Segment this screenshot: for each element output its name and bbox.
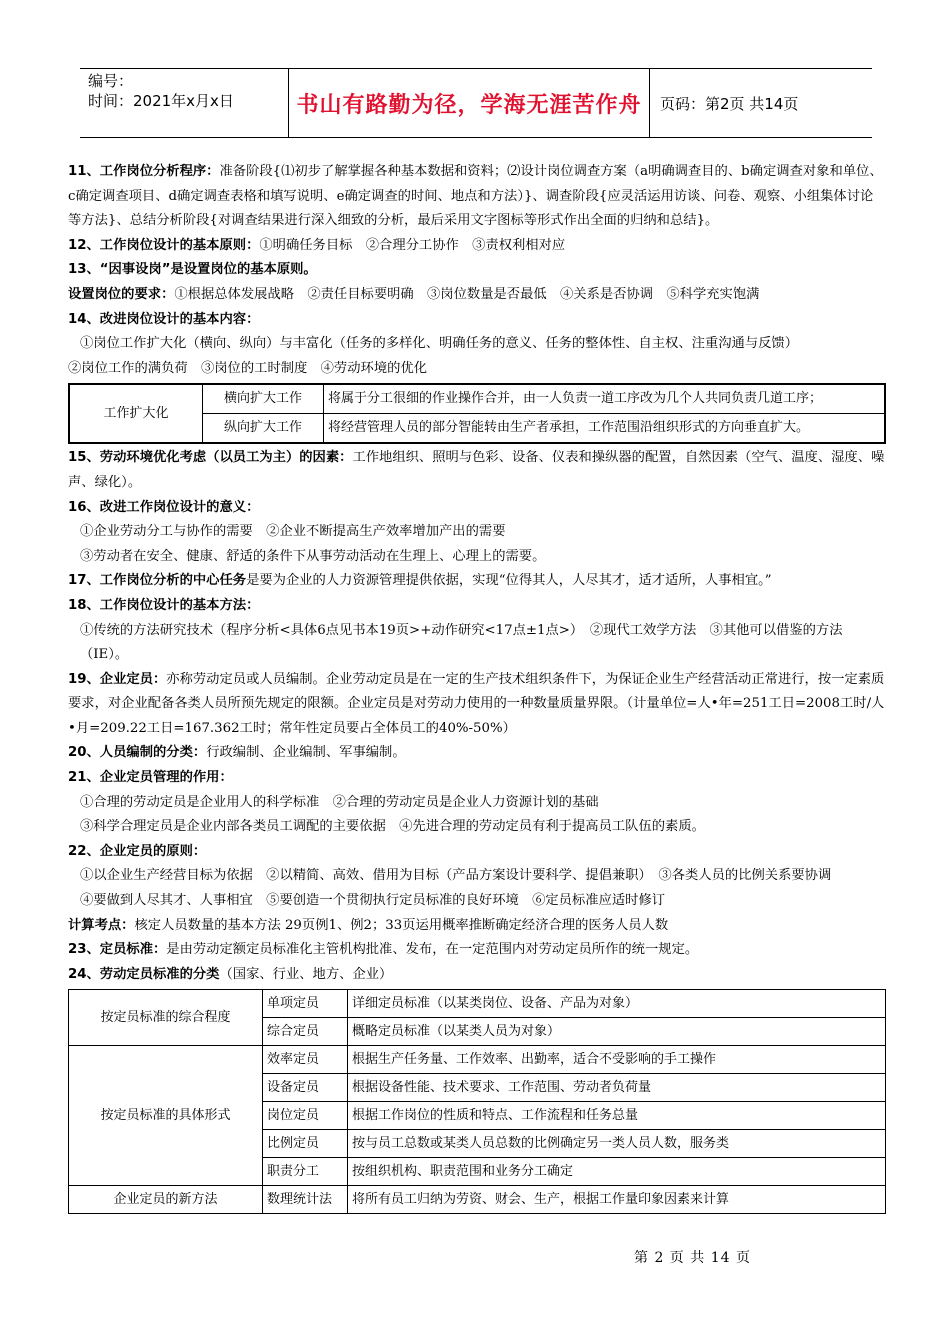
post-requirements-title: 设置岗位的要求： (68, 286, 175, 302)
item-20-title: 20、人员编制的分类： (68, 745, 207, 761)
item-22-line2: ④要做到人尽其才、人事相宜 ⑤要创造一个贯彻执行定员标准的良好环境 ⑥定员标准应适时修订 (80, 893, 666, 909)
table-desc-cell: 根据生产任务量、工作效率、出勤率，适合不受影响的手工操作 (348, 1046, 886, 1074)
item-14-title: 14、改进岗位设计的基本内容： (68, 311, 260, 327)
table-group-cell: 工作扩大化 (69, 384, 203, 443)
table-desc-cell: 将经营管理人员的部分智能转由生产者承担，工作范围沿组织形式的方向垂直扩大。 (324, 414, 886, 444)
item-17-title: 17、工作岗位分析的中心任务 (68, 573, 247, 589)
post-requirements (68, 283, 886, 308)
date-label: 时间：2021年x月x日 (88, 92, 234, 110)
item-15-text: 工作地组织、照明与色彩、设备、仪表和操纵器的配置，自然因素（空气、温度、湿度、噪声、绿化）。 (68, 450, 885, 490)
header-left (80, 69, 289, 137)
item-11 (68, 160, 886, 234)
table-type-cell: 效率定员 (263, 1046, 348, 1074)
table-type-cell: 职责分工 (263, 1158, 348, 1186)
table-type-cell: 岗位定员 (263, 1102, 348, 1130)
table-desc-cell: 将所有员工归纳为劳资、财会、生产，根据工作量印象因素来计算 (348, 1186, 886, 1214)
table-type-cell: 横向扩大工作 (203, 384, 324, 414)
table-type-cell: 比例定员 (263, 1130, 348, 1158)
table-desc-cell: 概略定员标准（以某类人员为对象） (348, 1018, 886, 1046)
item-17-text: 是要为企业的人力资源管理提供依据，实现“位得其人，人尽其才，适才适所，人事相宜。” (246, 573, 772, 589)
item-15-title: 15、劳动环境优化考虑（以员工为主）的因素： (68, 450, 353, 466)
calc-points-title: 计算考点： (68, 917, 135, 933)
table-desc-cell: 按组织机构、职责范围和业务分工确定 (348, 1158, 886, 1186)
table-row (69, 1186, 886, 1214)
item-18-title: 18、工作岗位设计的基本方法： (68, 597, 260, 613)
document-body (68, 160, 886, 1214)
table-desc-cell: 按与员工总数或某类人员总数的比例确定另一类人员人数，服务类 (348, 1130, 886, 1158)
item-24-title: 24、劳动定员标准的分类 (68, 966, 220, 982)
calc-points (68, 914, 886, 939)
item-16 (68, 496, 886, 521)
item-21-line2: ③科学合理定员是企业内部各类员工调配的主要依据 ④先进合理的劳动定员有利于提高员工队伍的素质。 (80, 819, 705, 835)
item-22-line1: ①以企业生产经营目标为依据 ②以精简、高效、借用为目标（产品方案设计要科学、提倡兼职） ③各类人员的比例关系要协调 (80, 868, 832, 884)
item-13 (68, 258, 886, 283)
table-type-cell: 数理统计法 (263, 1186, 348, 1214)
header-motto: 书山有路勤为径，学海无涯苦作舟 (289, 69, 650, 137)
table-type-cell: 纵向扩大工作 (203, 414, 324, 444)
item-24-text: （国家、行业、地方、企业） (219, 966, 393, 982)
item-16-line2: ③劳动者在安全、健康、舒适的条件下从事劳动活动在生理上、心理上的需要。 (80, 548, 546, 564)
table-desc-cell: 根据设备性能、技术要求、工作范围、劳动者负荷量 (348, 1074, 886, 1102)
item-16-line1: ①企业劳动分工与协作的需要 ②企业不断提高生产效率增加产出的需要 (80, 524, 506, 540)
item-18 (68, 594, 886, 619)
item-24 (68, 963, 886, 988)
item-22 (68, 840, 886, 865)
job-enlargement-table (68, 383, 886, 444)
item-19 (68, 668, 886, 742)
item-12 (68, 234, 886, 259)
item-18-text: ①传统的方法研究技术（程序分析<具体6点见书本19页>+动作研究<17点±1点>） ②现代工效学方法 ③其他可以借鉴的方法（IE）。 (80, 622, 843, 663)
table-row (69, 990, 886, 1018)
item-23-text: 是由劳动定额定员标准化主管机构批准、发布，在一定范围内对劳动定员所作的统一规定。 (166, 942, 699, 958)
table-group-cell: 企业定员的新方法 (69, 1186, 263, 1214)
table-group-cell: 按定员标准的具体形式 (69, 1046, 263, 1186)
table-desc-cell: 详细定员标准（以某类岗位、设备、产品为对象） (348, 990, 886, 1018)
item-13-title: 13、“因事设岗”是设置岗位的基本原则。 (68, 262, 317, 278)
item-22-title: 22、企业定员的原则： (68, 843, 207, 859)
item-17 (68, 569, 886, 594)
item-23-title: 23、定员标准： (68, 942, 167, 958)
item-15 (68, 446, 886, 495)
staffing-standard-table (68, 989, 886, 1214)
item-21-title: 21、企业定员管理的作用： (68, 770, 233, 786)
item-14-line1: ①岗位工作扩大化（横向、纵向）与丰富化（任务的多样化、明确任务的意义、任务的整体性、自主权、注重沟通与反馈） (80, 336, 799, 352)
item-23 (68, 938, 886, 963)
table-type-cell: 综合定员 (263, 1018, 348, 1046)
item-14 (68, 308, 886, 333)
item-11-text: 准备阶段{⑴初步了解掌握各种基本数据和资料；⑵设计岗位调查方案（a明确调查目的、b确定调查对象和单位、c确定调查项目、d确定调查表格和填写说明、e确定调查的时间、地点和方法）}、调查阶段{应灵活运用访谈、问卷、观察、小组集体讨论等方法}、总结分析阶段{对调查结果进行深入细致的分析，最后采用文字图标等形式作出全面的归纳和总结}。 (68, 164, 883, 229)
page-header (80, 68, 872, 138)
table-type-cell: 设备定员 (263, 1074, 348, 1102)
item-12-text: ①明确任务目标 ②合理分工协作 ③责权利相对应 (259, 237, 566, 253)
item-19-text: 亦称劳动定员或人员编制。企业劳动定员是在一定的生产技术组织条件下，为保证企业生产经营活动正常进行，按一定素质要求，对企业配备各类人员所预先规定的限额。企业定员是对劳动力使用的一种数量质量界限。（计量单位=人•年=251工日=2008工时/人•月=209.22工日=167.362工时；常年性定员要占全体员工的40%-50%） (68, 671, 885, 736)
page-footer: 第 2 页 共 14 页 (634, 1250, 751, 1266)
table-row (69, 1046, 886, 1074)
table-desc-cell: 将属于分工很细的作业操作合并，由一人负责一道工序改为几个人共同负责几道工序； (324, 384, 886, 414)
post-requirements-text: ①根据总体发展战略 ②责任目标要明确 ③岗位数量是否最低 ④关系是否协调 ⑤科学充实饱满 (174, 286, 760, 302)
table-group-cell: 按定员标准的综合程度 (69, 990, 263, 1046)
item-12-title: 12、工作岗位设计的基本原则： (68, 237, 260, 253)
item-19-title: 19、企业定员： (68, 671, 167, 687)
code-label: 编号： (88, 72, 134, 90)
table-desc-cell: 根据工作岗位的性质和特点、工作流程和任务总量 (348, 1102, 886, 1130)
item-20-text: 行政编制、企业编制、军事编制。 (206, 745, 406, 761)
item-21-line1: ①合理的劳动定员是企业用人的科学标准 ②合理的劳动定员是企业人力资源计划的基础 (80, 794, 599, 810)
header-page-info: 页码：第2页 共14页 (660, 94, 799, 113)
table-type-cell: 单项定员 (263, 990, 348, 1018)
item-14-line2: ②岗位工作的满负荷 ③岗位的工时制度 ④劳动环境的优化 (68, 360, 428, 376)
item-16-title: 16、改进工作岗位设计的意义： (68, 499, 260, 515)
item-21 (68, 766, 886, 791)
item-11-title: 11、工作岗位分析程序： (68, 164, 220, 179)
calc-points-text: 核定人员数量的基本方法 29页例1、例2；33页运用概率推断确定经济合理的医务人员人数 (134, 917, 669, 933)
item-20 (68, 741, 886, 766)
table-row (69, 384, 885, 414)
